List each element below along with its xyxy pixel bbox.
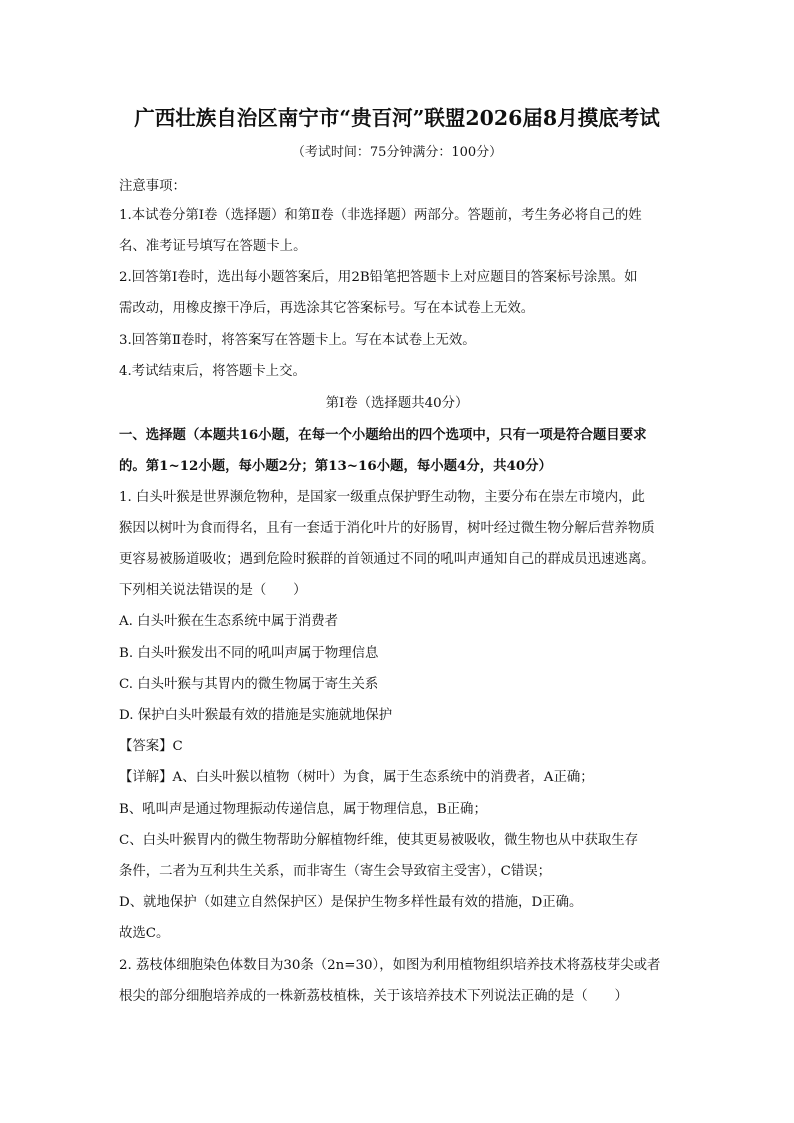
question-stem: 下列相关说法错误的是（ ） (119, 583, 307, 598)
analysis-line: C、白头叶猴胃内的微生物帮助分解植物纤维，使其更易被吸收，微生物也从中获取生存 (119, 833, 639, 848)
question-stem: 1. 白头叶猴是世界濒危物种，是国家一级重点保护野生动物，主要分布在崇左市境内，此 (119, 490, 645, 505)
notes-heading: 注意事项： (119, 179, 186, 194)
question-stem: 2. 荔枝体细胞染色体数目为30条（2n=30），如图为利用植物组织培养技术将荔枝芽尖或者 (119, 958, 661, 973)
page-title: 广西壮族自治区南宁市“贵百河”联盟2026届8月摸底考试 (134, 106, 660, 130)
analysis-line: B、吼叫声是通过物理振动传递信息，属于物理信息，B正确； (119, 802, 487, 817)
exam-time-info: （考试时间：75分钟满分：100分） (291, 145, 503, 160)
answer-label: 【答案】C (119, 739, 183, 754)
question-stem: 猴因以树叶为食而得名，且有一套适于消化叶片的好肠胃，树叶经过微生物分解后营养物质 (119, 521, 655, 536)
option-b: B. 白头叶猴发出不同的吼叫声属于物理信息 (119, 646, 379, 661)
analysis-line: D、就地保护（如建立自然保护区）是保护生物多样性最有效的措施，D正确。 (119, 895, 583, 910)
note-line: 1.本试卷分第Ⅰ卷（选择题）和第Ⅱ卷（非选择题）两部分。答题前，考生务必将自己的姓 (119, 208, 642, 223)
question-stem: 根尖的部分细胞培养成的一株新荔枝植株，关于该培养技术下列说法正确的是（ ） (119, 989, 628, 1004)
section-title: 第Ⅰ卷（选择题共40分） (325, 396, 469, 411)
option-c: C. 白头叶猴与其胃内的微生物属于寄生关系 (119, 677, 379, 692)
section-intro: 的。第1~12小题，每小题2分；第13~16小题，每小题4分，共40分） (119, 458, 552, 474)
note-line: 名、准考证号填写在答题卡上。 (119, 239, 307, 254)
analysis-line: 【详解】A、白头叶猴以植物（树叶）为食，属于生态系统中的消费者，A正确； (119, 770, 594, 785)
analysis-line: 故选C。 (119, 926, 170, 941)
analysis-line: 条件，二者为互利共生关系，而非寄生（寄生会导致宿主受害），C错误； (119, 864, 552, 879)
option-d: D. 保护白头叶猴最有效的措施是实施就地保护 (119, 708, 393, 723)
note-line: 2.回答第Ⅰ卷时，选出每小题答案后，用2B铅笔把答题卡上对应题目的答案标号涂黑。如 (119, 270, 638, 285)
option-a: A. 白头叶猴在生态系统中属于消费者 (119, 614, 339, 629)
question-stem: 更容易被肠道吸收；遇到危险时猴群的首领通过不同的吼叫声通知自己的群成员迅速逃离。 (119, 552, 655, 567)
note-line: 4.考试结束后，将答题卡上交。 (119, 364, 306, 379)
section-intro: 一、选择题（本题共16小题，在每一个小题给出的四个选项中，只有一项是符合题目要求 (119, 427, 647, 443)
note-line: 3.回答第Ⅱ卷时，将答案写在答题卡上。写在本试卷上无效。 (119, 333, 476, 348)
note-line: 需改动，用橡皮擦干净后，再选涂其它答案标号。写在本试卷上无效。 (119, 301, 535, 316)
